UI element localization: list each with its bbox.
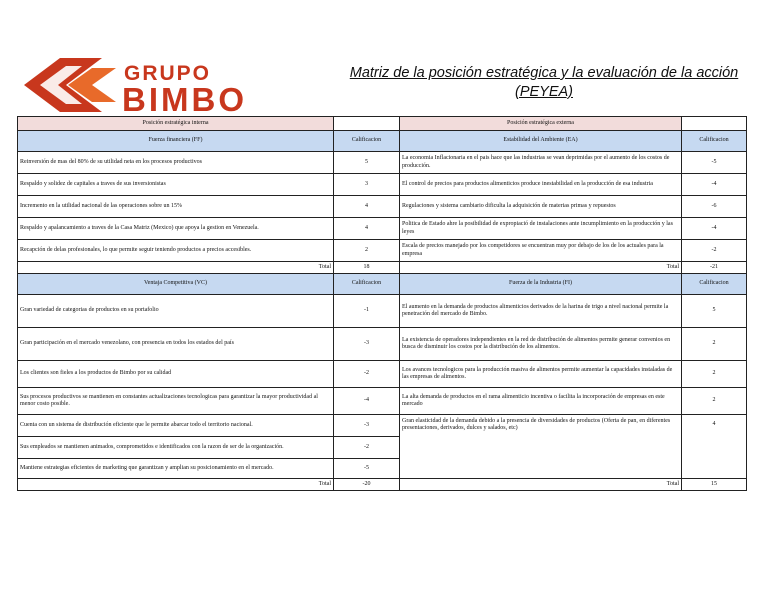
ea-score-label: Calificacion (682, 131, 747, 152)
fi-row-4: Gran elasticidad de la demanda debido a la presencia de diversidades de productos (Oferta de pan, en diferentes presentaciones, derivados, dulces y salados, etc) (400, 415, 682, 479)
ea-row-1: El control de precios para productos alimenticios produce inestabilidad en la producción de esa industria (400, 174, 682, 196)
fi-total-label: Total (400, 479, 682, 491)
vc-score-label: Calificacion (334, 274, 400, 295)
vc-row-5: Sus empleados se mantienen animados, comprometidos e identificados con la razon de ser de la organización. (18, 437, 334, 459)
ea-score-4: -2 (682, 240, 747, 262)
title-line2: (PEYEA) (514, 84, 573, 100)
vc-row-6: Mantiene estrategias eficientes de marketing que garantizan y amplian su posicionamiento en el mercado. (18, 459, 334, 479)
vc-row-3: Sus procesos productivos se mantienen en constantes actualizaciones tecnologicas para garantizar la mayor productividad al menor costo posible. (18, 388, 334, 415)
fi-row-3: La alta demanda de productos en el rama alimenticio incentiva o facilita la incorporación de empresas en este mercado (400, 388, 682, 415)
ff-total: 18 (334, 262, 400, 274)
vc-row-0: Gran variedad de categorias de productos en su portafolio (18, 295, 334, 328)
grupo-bimbo-logo (20, 56, 338, 114)
vc-title: Ventaja Competitiva (VC) (18, 274, 334, 295)
fi-score-3: 2 (682, 388, 747, 415)
vc-score-3: -4 (334, 388, 400, 415)
ea-title: Estabilidad del Ambiente (EA) (400, 131, 682, 152)
fi-score-4: 4 (682, 415, 747, 479)
vc-row-1: Gran participación en el mercado venezolano, con presencia en todos los estados del país (18, 328, 334, 361)
ff-score-2: 4 (334, 196, 400, 218)
fi-row-2: Los avances tecnologicos para la producción masiva de alimentos permite aumentar la capacidades instaladas de las empresas de alimentos. (400, 361, 682, 388)
ea-total: -21 (682, 262, 747, 274)
fi-score-1: 2 (682, 328, 747, 361)
ea-total-label: Total (400, 262, 682, 274)
vc-score-4: -3 (334, 415, 400, 437)
fi-row-1: La existencia de operadores independientes en la red de distribución de alimentos permite generar convenios en busca de disminuir los costos por la distribución de los alimentos. (400, 328, 682, 361)
logo-line1: GRUPO (124, 62, 212, 85)
ff-score-0: 5 (334, 152, 400, 174)
external-header: Posición estratégica externa (400, 117, 682, 131)
vc-score-5: -2 (334, 437, 400, 459)
vc-score-0: -1 (334, 295, 400, 328)
vc-total-label: Total (18, 479, 334, 491)
vc-score-2: -2 (334, 361, 400, 388)
fi-total: 15 (682, 479, 747, 491)
ea-row-4: Escala de precios manejado por los competidores se encuentran muy por debajo de los de los actuales para la empresa (400, 240, 682, 262)
ff-score-4: 2 (334, 240, 400, 262)
ff-score-1: 3 (334, 174, 400, 196)
ea-score-1: -4 (682, 174, 747, 196)
ff-row-0: Reinversión de mas del 80% de su utilidad neta en los procesos productivos (18, 152, 334, 174)
ff-score-label: Calificacion (334, 131, 400, 152)
fi-title: Fuerza de la Industria (FI) (400, 274, 682, 295)
fi-score-label: Calificacion (682, 274, 747, 295)
page-title (344, 64, 744, 102)
fi-score-0: 5 (682, 295, 747, 328)
ea-row-0: La economia Inflacionaria en el pais hace que las industrias se vean deprimidas por el aumento de los costos de producción. (400, 152, 682, 174)
ea-row-3: Politica de Estado ahre la posibilidad de expropiació de instalaciones ante incumplimiento en la producción y las leyes (400, 218, 682, 240)
ea-score-3: -4 (682, 218, 747, 240)
peyea-matrix-table (17, 116, 747, 491)
ff-row-1: Respaldo y solidez de capitales a traves de sus inversionistas (18, 174, 334, 196)
ea-score-0: -5 (682, 152, 747, 174)
vc-score-6: -5 (334, 459, 400, 479)
logo-line2: BIMBO (122, 81, 247, 114)
ff-score-3: 4 (334, 218, 400, 240)
vc-row-2: Los clientes son fieles a los productos de Bimbo por su calidad (18, 361, 334, 388)
internal-header: Posición estratégica interna (18, 117, 334, 131)
ff-row-3: Respaldo y apalancamiento a traves de la Casa Matriz (Mexico) que apoya la gestion en Venezuela. (18, 218, 334, 240)
ea-score-2: -6 (682, 196, 747, 218)
vc-row-4: Cuenta con un sistema de distribución eficiente que le permite abarcar todo el territorio nacional. (18, 415, 334, 437)
fi-score-2: 2 (682, 361, 747, 388)
vc-total: -20 (334, 479, 400, 491)
ff-row-2: Incremento en la utilidad nacional de las operaciones sobre un 15% (18, 196, 334, 218)
ff-row-4: Recapción de delas profesionales, lo que permite seguir teniendo productos a precios accesibles. (18, 240, 334, 262)
title-line1: Matriz de la posición estratégica y la evaluación de la acción (349, 65, 739, 81)
ff-title: Fuerza financiera (FF) (18, 131, 334, 152)
ea-row-2: Regulaciones y sistema cambiario dificulta la adquisición de materias primas y repuestos (400, 196, 682, 218)
fi-row-0: El aumento en la demanda de productos alimenticios derivados de la harina de trigo a nivel nacional permite la penetración del mercado de Bimbo. (400, 295, 682, 328)
vc-score-1: -3 (334, 328, 400, 361)
bimbo-bear-mark-icon (24, 58, 116, 112)
ff-total-label: Total (18, 262, 334, 274)
